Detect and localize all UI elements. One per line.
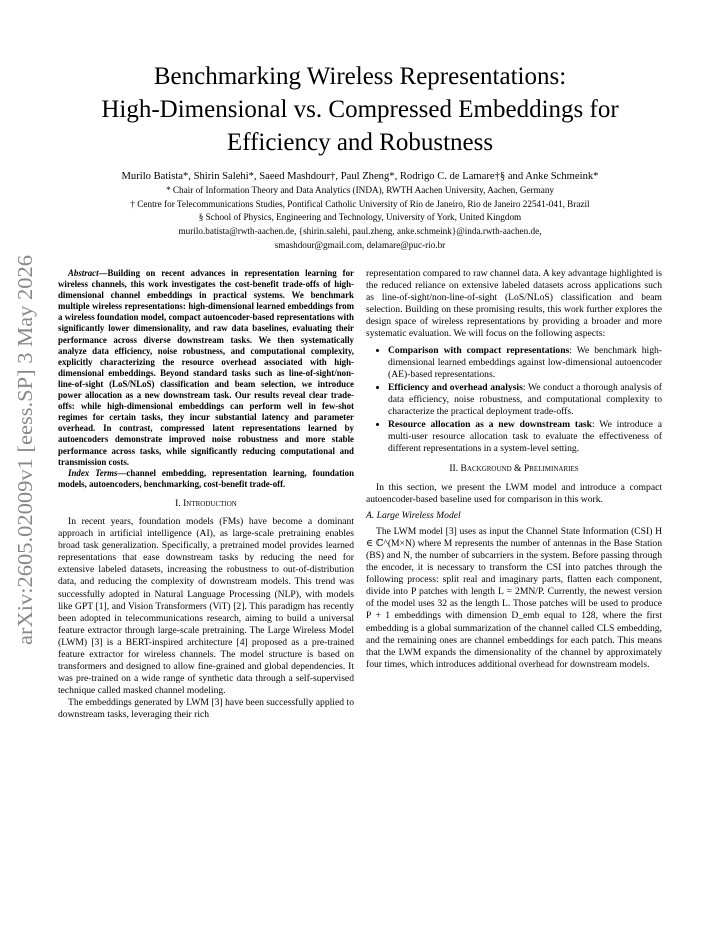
- affiliation-inda: * Chair of Information Theory and Data Analytics (INDA), RWTH Aachen University, Aachen, Germany: [165, 185, 555, 195]
- section-heading: I. Introduction: [175, 497, 237, 509]
- author-list: Murilo Batista*, Shirin Salehi*, Saeed Mashdour†, Paul Zheng*, Rodrigo C. de Lamare†§ and Anke Schmeink*: [121, 171, 599, 182]
- arxiv-id: arXiv:2605.02009v1 [eess.SP] 3 May 2026: [13, 281, 37, 645]
- abstract: [58, 268, 354, 468]
- title-line: High-Dimensional vs. Compressed Embeddings for: [101, 96, 619, 123]
- paragraph: The embeddings generated by LWM [3] have been successfully applied to downstream tasks, leveraging their rich: [58, 697, 354, 721]
- right-column: [366, 268, 662, 671]
- subsection-heading: A. Large Wireless Model: [366, 509, 461, 521]
- affiliation-york: § School of Physics, Engineering and Technology, University of York, United Kingdom: [198, 212, 522, 222]
- paragraph: The LWM model [3] uses as input the Channel State Information (CSI) H ∈ ℂ^(M×N) where M represents the number of antennas in the Base Station (BS) and N, the number of subcarriers in the system. Before passing through the encoder, it is necessary to transform the CSI into patches through the following process: split real and imaginary parts, flatten each component, divide into P patches with length L = 2MN/P. Currently, the newest version of the model uses 32 as the length L. Those patches will be used to produce P + 1 embeddings with dimension D_emb equal to 128, where the first embedding is a global summarization of the channel called CLS embedding, and the remaining ones are channel embeddings for each patch. This means that the LWM expands the dimensionality of the channel by approximately four times, which introduces additional overhead for downstream models.: [366, 525, 662, 670]
- affiliation-puc-rio: † Centre for Telecommunications Studies, Pontifical Catholic University of Rio de Janeiro, Rio de Janeiro 22541-041, Brazil: [130, 199, 590, 209]
- bullet-title: Resource allocation as a new downstream task: [388, 419, 592, 431]
- email-line: smashdour@gmail.com, delamare@puc-rio.br: [274, 240, 446, 250]
- list-item: [388, 382, 662, 418]
- bullet-text: : We conduct a thorough analysis of data efficiency, noise robustness, and computational complexity to characterize the practical deployment trade-offs.: [388, 381, 662, 418]
- abstract-label: Abstract: [68, 268, 99, 278]
- arxiv-watermark: [4, 250, 44, 650]
- email-line: murilo.batista@rwth-aachen.de, {shirin.salehi, paul.zheng, anke.schmeink}@inda.rwth-aachen.de,: [178, 226, 542, 236]
- list-item: [388, 419, 662, 455]
- index-terms: [58, 468, 354, 490]
- abstract-text: —Building on recent advances in representation learning for wireless channels, this work investigates the cost-benefit trade-offs of high-dimensional channel embeddings in practical systems. We benchmark multiple wireless representations: high-dimensional learned embeddings from a wireless foundation model, compact autoencoder-based representations with significantly lower dimensionality, and raw data baselines, evaluating their performance across diverse downstream tasks. We then systematically analyze data efficiency, noise robustness, and computational complexity, explicitly characterizing the resource overhead associated with high-dimensional embeddings. Beyond standard tasks such as line-of-sight/non-line-of-sight (LoS/NLoS) classification and beam selection, we introduce power allocation as a new downstream task. Our results reveal clear trade-offs: while high-dimensional embeddings can perform well in few-shot regimes for certain tasks, they incur substantial latency and parameter overhead. In contrast, compressed latent representations learned by autoencoders demonstrate improved noise robustness and more stable performance across tasks, while significantly reducing computational and transmission costs.: [58, 268, 354, 467]
- paragraph: representation compared to raw channel data. A key advantage highlighted is the reduced reliance on extensive labeled datasets across applications such as line-of-sight/non-line-of-sight (LoS/NLoS) classification and beam selection. Building on these promising results, this work further explores the design space of wireless representations by providing a broader and more systematic evaluation. We will focus on the following aspects:: [366, 268, 662, 340]
- bullet-text: : We introduce a multi-user resource allocation task to evaluate the effectiveness of different representations in a system-level setting.: [388, 419, 662, 455]
- list-item: [388, 345, 662, 381]
- bullet-title: Efficiency and overhead analysis: [388, 381, 523, 393]
- bullet-text: : We benchmark high-dimensional learned embeddings against low-dimensional autoencoder (AE)-based representations.: [388, 344, 662, 380]
- paragraph: In recent years, foundation models (FMs) have become a dominant approach in artificial intelligence (AI), as large-scale pretraining enables broad task generalization. Specifically, a pretrained model provides learned representations that ease downstream tasks by reducing the need for extensive labeled datasets, increasing the robustness to out-of-distribution data, and reducing the complexity of downstream models. This trend was successfully adopted in Natural Language Processing (NLP), with models like GPT [1], and Vision Transformers (ViT) [2]. This paradigm has recently been adopted in telecommunications research, aiming to build a universal feature extractor through large-scale pretraining. The Large Wireless Model (LWM) [3] is a BERT-inspired architecture [4] proposed as a pre-trained feature extractor for wireless channels. The model structure is based on transformers and designed to allow fine-grained and global dependencies. It was pre-trained on a wide range of synthetic data through a self-supervised technique called masked channel modeling.: [58, 515, 354, 697]
- left-column: [58, 268, 354, 722]
- paragraph: In this section, we present the LWM model and introduce a compact autoencoder-based baseline used for comparison in this work.: [366, 481, 662, 505]
- arxiv-watermark-svg: [4, 250, 44, 650]
- title-line: Benchmarking Wireless Representations:: [153, 63, 567, 90]
- index-terms-text: —channel embedding, representation learning, foundation models, autoencoders, benchmarking, cost-benefit trade-off.: [58, 467, 354, 489]
- index-terms-label: Index Terms: [68, 467, 118, 478]
- title-line: Efficiency and Robustness: [226, 129, 494, 156]
- bullet-title: Comparison with compact representations: [388, 344, 570, 356]
- paper-title: [40, 60, 680, 159]
- aspect-list: [366, 345, 662, 456]
- section-heading: II. Background & Preliminaries: [449, 463, 579, 475]
